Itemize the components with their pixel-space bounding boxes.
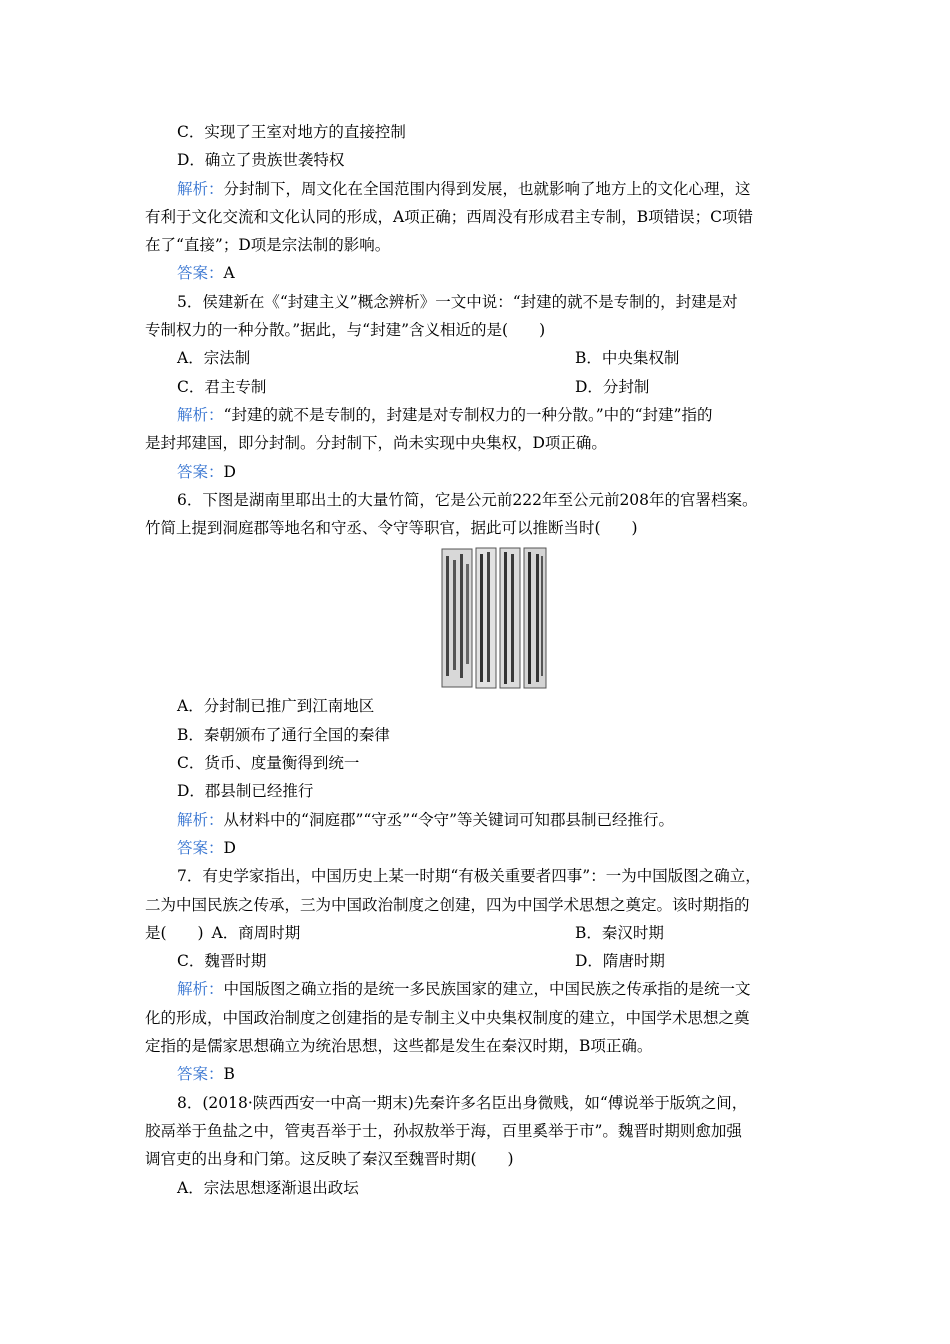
q6-option-b: B．秦朝颁布了通行全国的秦律 <box>177 725 390 744</box>
q5-analysis-line <box>145 401 810 429</box>
answer-label: 答案： <box>177 462 224 481</box>
q5-options-row <box>145 344 810 372</box>
bamboo-slip <box>442 549 472 687</box>
q7-stem-tail: 是( ) <box>145 923 204 942</box>
analysis-label: 解析： <box>177 980 224 999</box>
q7-stem-end <box>145 919 575 947</box>
q7-stem: 二为中国民族之传承，三为中国政治制度之创建，四为中国学术思想之奠定。该时期指的 <box>145 895 750 914</box>
q7-option-c: C．魏晋时期 <box>177 952 267 971</box>
q5-analysis-line: 是封邦建国，即分封制。分封制下，尚未实现中央集权，D项正确。 <box>145 434 607 453</box>
q7-analysis-line: 化的形成，中国政治制度之创建指的是专制主义中央集权制度的建立，中国学术思想之奠 <box>145 1008 750 1027</box>
answer-value: B <box>223 1065 235 1084</box>
question-content <box>145 118 810 1202</box>
q8-stem: 调官吏的出身和门第。这反映了秦汉至魏晋时期( ) <box>145 1150 514 1169</box>
q4-option-c: C．实现了王室对地方的直接控制 <box>177 123 406 141</box>
q8-option-a: A．宗法思想逐渐退出政坛 <box>177 1178 359 1197</box>
q7-analysis-line <box>145 975 810 1003</box>
q5-stem: 专制权力的一种分散。”据此，与“封建”含义相近的是( ) <box>145 321 546 340</box>
q4-analysis-line: 在了“直接”；D项是宗法制的影响。 <box>145 236 391 255</box>
q5-option-a: A．宗法制 <box>177 349 251 368</box>
q6-analysis-line <box>145 806 810 834</box>
answer-value: D <box>223 462 236 481</box>
q6-stem: 6．下图是湖南里耶出土的大量竹简，它是公元前222年至公元前208年的官署档案。 <box>177 490 758 509</box>
q7-answer <box>145 1060 810 1088</box>
q4-analysis-line <box>145 175 810 203</box>
analysis-text: “封建的就不是专制的，封建是对专制权力的一种分散。”中的“封建”指的 <box>223 405 713 424</box>
bamboo-slip <box>524 548 546 688</box>
q5-option-d: D．分封制 <box>575 377 650 396</box>
q7-options-row <box>145 947 810 975</box>
q7-analysis-line: 定指的是儒家思想确立为统治思想，这些都是发生在秦汉时期，B项正确。 <box>145 1037 653 1056</box>
q6-stem: 竹简上提到洞庭郡等地名和守丞、令守等职官，据此可以推断当时( ) <box>145 519 638 538</box>
q6-option-a: A．分封制已推广到江南地区 <box>177 697 375 716</box>
q5-options-row <box>145 373 810 401</box>
analysis-label: 解析： <box>177 179 224 198</box>
q7-option-b: B．秦汉时期 <box>575 923 664 942</box>
bamboo-slips-figure <box>145 542 810 692</box>
q8-stem: 胶鬲举于鱼盐之中，管夷吾举于士，孙叔敖举于海，百里奚举于市”。魏晋时期则愈加强 <box>145 1121 742 1140</box>
q7-option-a: A．商周时期 <box>211 923 301 942</box>
q7-options-row <box>145 919 810 947</box>
analysis-text: 中国版图之确立指的是统一多民族国家的建立，中国民族之传承指的是统一文 <box>223 980 751 999</box>
q4-answer <box>145 259 810 287</box>
analysis-label: 解析： <box>177 405 224 424</box>
q5-option-c: C．君主专制 <box>177 377 267 396</box>
q7-stem: 7．有史学家指出，中国历史上某一时期“有极关重要者四事”：一为中国版图之确立， <box>177 867 761 886</box>
analysis-label: 解析： <box>177 810 224 829</box>
answer-label: 答案： <box>177 1065 224 1084</box>
q4-analysis-line: 有利于文化交流和文化认同的形成，A项正确；西周没有形成君主专制，B项错误；C项错 <box>145 207 753 226</box>
bamboo-slip <box>500 548 520 688</box>
analysis-text: 从材料中的“洞庭郡”“守丞”“令守”等关键词可知郡县制已经推行。 <box>223 810 675 829</box>
q8-stem: 8．(2018·陕西西安一中高一期末)先秦许多名臣出身微贱，如“傅说举于版筑之间， <box>177 1093 748 1112</box>
bamboo-slip <box>476 548 496 688</box>
q5-stem: 5．侯建新在《“封建主义”概念辨析》一文中说：“封建的就不是专制的，封建是对 <box>177 292 738 311</box>
q6-option-d: D．郡县制已经推行 <box>177 782 314 801</box>
analysis-text: 分封制下，周文化在全国范围内得到发展，也就影响了地方上的文化心理，这 <box>223 179 751 198</box>
q4-option-d: D．确立了贵族世袭特权 <box>177 151 345 170</box>
q6-option-c: C．货币、度量衡得到统一 <box>177 754 360 773</box>
q6-answer <box>145 834 810 862</box>
answer-label: 答案： <box>177 838 224 857</box>
q5-option-b: B．中央集权制 <box>575 349 680 368</box>
q5-answer <box>145 458 810 486</box>
answer-label: 答案： <box>177 264 224 283</box>
q7-option-d: D．隋唐时期 <box>575 952 665 971</box>
answer-value: D <box>223 838 236 857</box>
answer-value: A <box>223 264 235 283</box>
bamboo-slips-image <box>440 546 548 690</box>
